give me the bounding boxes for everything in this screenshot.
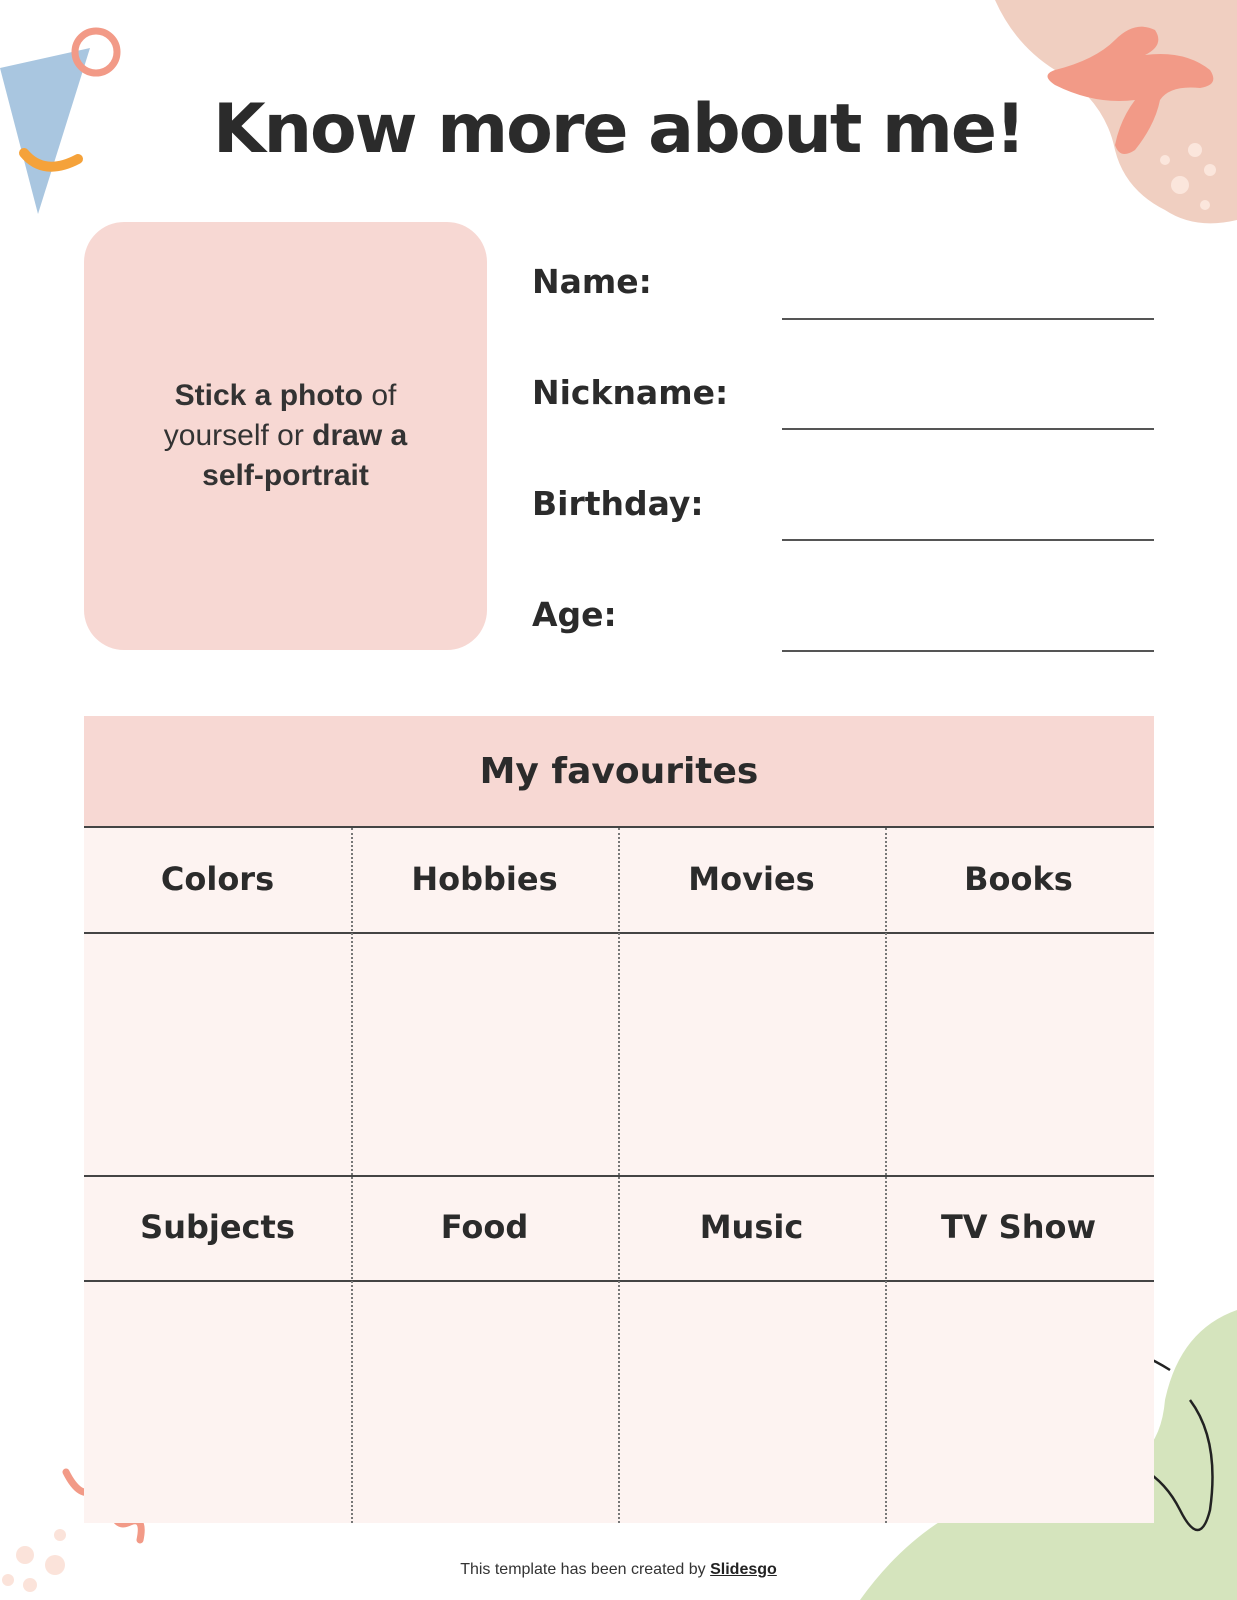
colors-cell[interactable] (84, 934, 350, 1174)
hobbies-cell[interactable] (353, 934, 617, 1174)
photo-instructions: Stick a photo of yourself or draw a self-portrait (163, 379, 408, 492)
movies-cell[interactable] (620, 934, 884, 1174)
food-cell[interactable] (353, 1282, 617, 1523)
name-label: Name: (532, 262, 652, 301)
tv-show-cell[interactable] (887, 1282, 1154, 1523)
category-food: Food (440, 1208, 529, 1246)
category-books: Books (964, 860, 1073, 898)
age-label: Age: (532, 595, 617, 634)
subjects-cell[interactable] (84, 1282, 350, 1523)
category-movies: Movies (688, 860, 815, 898)
favourites-header: My favourites (84, 716, 1154, 828)
footer-credit (0, 1561, 1237, 1579)
page-title: Know more about me! (212, 90, 1025, 169)
footer-brand-link[interactable]: Slidesgo (710, 1561, 777, 1578)
books-cell[interactable] (887, 934, 1154, 1174)
favourites-table (84, 716, 1154, 1523)
footer-text: This template has been created by (460, 1561, 711, 1578)
category-tv-show: TV Show (940, 1208, 1097, 1246)
nickname-label: Nickname: (532, 373, 729, 412)
category-subjects: Subjects (140, 1208, 295, 1246)
birthday-label: Birthday: (532, 484, 704, 523)
age-input-line[interactable] (782, 650, 1154, 652)
name-input-line[interactable] (782, 318, 1154, 320)
category-colors: Colors (160, 860, 275, 898)
music-cell[interactable] (620, 1282, 884, 1523)
birthday-input-line[interactable] (782, 539, 1154, 541)
category-music: Music (699, 1208, 804, 1246)
category-hobbies: Hobbies (411, 860, 558, 898)
nickname-input-line[interactable] (782, 428, 1154, 430)
photo-placeholder[interactable] (84, 222, 487, 650)
